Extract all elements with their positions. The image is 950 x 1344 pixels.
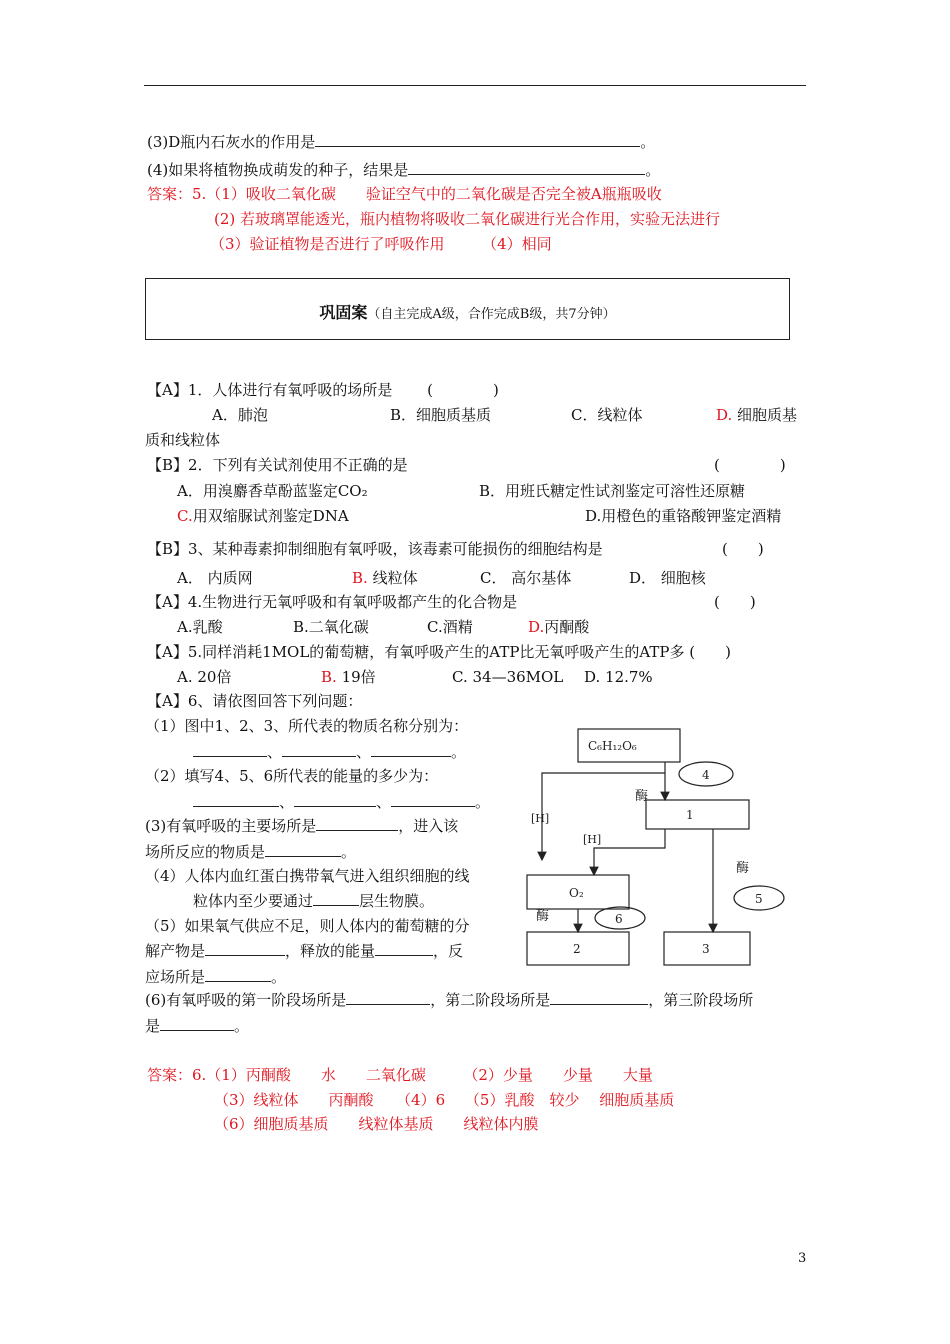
q6-part5b-mid: ，释放的能量 [285,942,376,960]
blank-line [315,132,640,147]
q4-option-b: B.二氧化碳 [293,618,369,636]
q4-option-d [528,617,589,637]
q6-part4b-end: 层生物膜。 [359,892,435,910]
blank-line [265,842,341,857]
label-6: 6 [615,912,623,926]
period: 。 [341,843,357,861]
answer6-line3: （6）细胞质基质 线粒体基质 线粒体内膜 [214,1115,539,1133]
q1-option-d-cont: 质和线粒体 [145,431,221,449]
h-left-label: [H] [531,812,550,825]
q4-answer-letter: D. [528,618,545,636]
q6-part3b-text: 场所反应的物质是 [145,843,266,861]
label-2: 2 [573,942,581,956]
q3-option-b [352,568,418,588]
q6-part3a-end: ，进入该 [398,817,459,835]
blank-line [375,941,433,956]
q6-part6a-text: (6)有氧呼吸的第一阶段场所是 [145,991,347,1009]
q1-stem: 【A】1．人体进行有氧呼吸的场所是 ( ) [147,381,499,399]
q5-option-b-text: 19倍 [336,668,376,686]
answer6-line2: （3）线粒体 丙酮酸 （4）6 （5）乳酸 较少 细胞质基质 [214,1091,675,1109]
q6-part2: （2）填写4、5、6所代表的能量的多少为： [145,767,439,785]
q6-part2-blanks [193,792,490,812]
enzyme-label-3: 酶 [536,909,550,924]
enzyme-label-2: 酶 [736,861,750,876]
blank-line [316,816,398,831]
blank-line [193,742,267,757]
q3-stem: 【B】3、某种毒素抑制细胞有氧呼吸，该毒素可能损伤的细胞结构是 [147,540,603,558]
q6-part5c-text: 应场所是 [145,968,206,986]
enzyme-label-1: 酶 [635,789,649,804]
q6-part5c [145,967,286,987]
period: 。 [451,743,467,761]
q4-stem: 【A】4.生物进行无氧呼吸和有氧呼吸都产生的化合物是 [147,593,518,611]
q5-option-d: D. 12.7% [584,668,653,686]
blank-line [371,742,451,757]
blank-line [205,941,285,956]
section-title [146,300,789,323]
q6-part5b-text: 解产物是 [145,942,206,960]
separator: 、 [267,743,283,761]
q2-option-d: D.用橙色的重铬酸钾鉴定酒精 [585,507,782,525]
answer5-line3: （3）验证植物是否进行了呼吸作用 （4）相同 [210,235,552,253]
o2-label: O₂ [569,886,584,900]
section-title-sub: （自主完成A级，合作完成B级，共7分钟） [367,307,616,322]
arrow-h-mid [594,829,665,875]
q5-part4-text: (4)如果将植物换成萌发的种子，结果是 [147,161,409,179]
q5-option-b [321,667,376,687]
q2-stem: 【B】2．下列有关试剂使用不正确的是 [147,456,408,474]
q2-option-c-text: 用双缩脲试剂鉴定DNA [192,507,349,525]
q2-paren: ( ) [714,456,786,474]
q4-option-a: A.乳酸 [177,618,223,636]
q3-option-b-text: 线粒体 [367,569,418,587]
section-box [145,278,790,340]
q6-part5b-end: ，反 [433,942,464,960]
q6-part6a-end: ，第三阶段场所 [648,991,754,1009]
respiration-diagram [510,720,790,980]
q1-option-b: B．细胞质基质 [390,406,492,424]
q6-part3a [145,816,458,836]
answer5-line1: 答案：5.（1）吸收二氧化碳 验证空气中的二氧化碳是否完全被A瓶瓶吸收 [147,185,662,203]
q1-option-d [716,405,797,425]
blank-line [205,967,271,982]
q2-option-c [177,506,349,526]
q6-part4a: （4）人体内血红蛋白携带氧气进入组织细胞的线 [145,867,470,885]
blank-line [346,990,430,1005]
page-number: 3 [798,1251,807,1266]
q6-part6a [145,990,753,1010]
q5-part3-text: (3)D瓶内石灰水的作用是 [147,133,316,151]
separator: 、 [279,793,295,811]
q6-stem: 【A】6、请依图回答下列问题： [147,692,363,710]
q3-paren: ( ) [722,540,764,558]
q4-paren: ( ) [714,593,756,611]
answer6-line1: 答案：6.（1）丙酮酸 水 二氧化碳 （2）少量 少量 大量 [147,1066,653,1084]
period: 。 [234,1017,250,1035]
q6-part5a: （5）如果氧气供应不足，则人体内的葡萄糖的分 [145,917,470,935]
blank-line [313,891,359,906]
period: 。 [475,793,491,811]
separator: 、 [376,793,392,811]
q6-part6a-mid: ，第二阶段场所是 [430,991,551,1009]
label-4: 4 [702,768,710,782]
answer5-line2: (2) 若玻璃罩能透光，瓶内植物将吸收二氧化碳进行光合作用，实验无法进行 [214,210,721,228]
q4-option-d-text: 丙酮酸 [544,618,590,636]
section-title-main: 巩固案 [319,303,368,322]
q6-part3a-text: (3)有氧呼吸的主要场所是 [145,817,317,835]
q2-option-b: B．用班氏糖定性试剂鉴定可溶性还原糖 [479,482,746,500]
q3-option-a: A． 内质网 [177,569,253,587]
q6-part4b-text: 粒体内至少要通过 [193,892,314,910]
q6-part5b [145,941,463,961]
glucose-label: C₆H₁₂O₆ [588,739,637,753]
q5-option-a: A. 20倍 [177,668,232,686]
blank-line [391,792,475,807]
separator: 、 [356,743,372,761]
q1-option-d-text: 细胞质基 [732,406,798,424]
label-5: 5 [755,892,763,906]
q1-option-a: A．肺泡 [212,406,268,424]
q3-option-d: D． 细胞核 [629,569,706,587]
q1-answer-letter: D. [716,406,733,424]
q6-part1: （1）图中1、2、3、所代表的物质名称分别为： [145,717,469,735]
q5-stem: 【A】5.同样消耗1MOL的葡萄糖，有氧呼吸产生的ATP比无氧呼吸产生的ATP多 ( ) [147,643,731,661]
q5-option-c: C. 34—36MOL [452,668,564,686]
box-1 [646,800,749,829]
blank-line [408,160,645,175]
q4-option-c: C.酒精 [427,618,473,636]
blank-line [282,742,356,757]
blank-line [160,1016,234,1031]
period: 。 [645,161,661,179]
q5-part4 [147,160,660,180]
h-mid-label: [H] [583,833,602,846]
q5-answer-letter: B. [321,668,337,686]
period: 。 [640,133,656,151]
q2-option-a: A．用溴麝香草酚蓝鉴定CO₂ [177,482,368,500]
q2-answer-letter: C. [177,507,193,525]
q3-option-c: C． 高尔基体 [480,569,572,587]
q1-option-c: C．线粒体 [571,406,643,424]
q6-part4b [193,891,434,911]
q6-part6b-text: 是 [145,1017,161,1035]
header-rule [144,85,806,86]
q6-part1-blanks [193,742,466,762]
q5-part3 [147,132,655,152]
label-1: 1 [686,808,694,822]
blank-line [193,792,279,807]
blank-line [550,990,648,1005]
blank-line [294,792,376,807]
q6-part6b [145,1016,249,1036]
label-3: 3 [702,942,710,956]
period: 。 [271,968,287,986]
q3-answer-letter: B. [352,569,368,587]
q6-part3b [145,842,356,862]
